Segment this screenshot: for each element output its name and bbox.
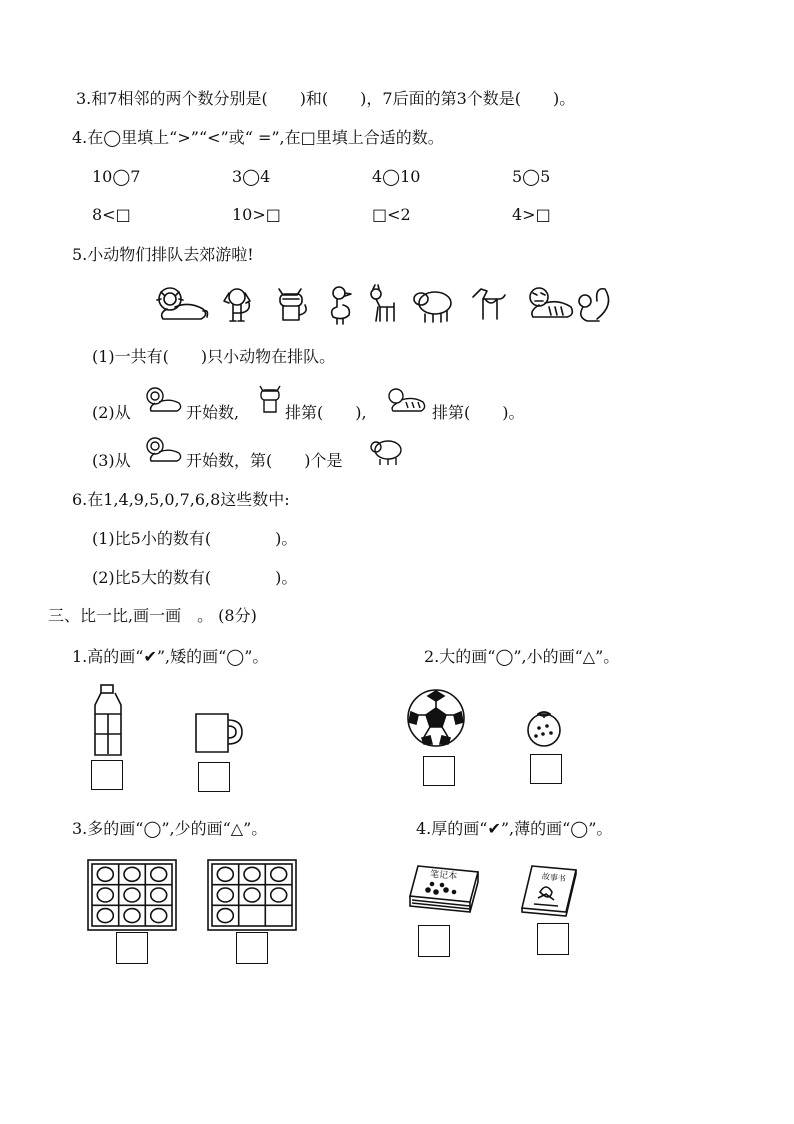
book-title-storybook: 故事书 [541, 871, 567, 884]
q4-cell: 10◯7 [92, 167, 141, 186]
s3-item3: 3.多的画“◯”,少的画“△”。 [72, 819, 268, 838]
q4-cell: 4◯10 [372, 167, 421, 186]
answer-box-cup[interactable] [198, 762, 230, 792]
answer-box-tray-partial[interactable] [236, 932, 268, 964]
q5-part2-from: (2)从 [92, 403, 131, 422]
q5-part2-rank2: 排第( )。 [432, 403, 525, 422]
question-6-title: 6.在1,4,9,5,0,7,6,8这些数中: [72, 490, 290, 509]
q4-cell: 3◯4 [232, 167, 271, 186]
raccoon-icon [279, 289, 306, 320]
q4-cell: 8<□ [92, 205, 131, 224]
egg-tray-partial-icon [206, 858, 298, 932]
soccer-ball-icon [406, 688, 466, 748]
cup-icon [190, 710, 246, 756]
answer-box-notebook[interactable] [418, 925, 450, 957]
q4-cell: 10>□ [232, 205, 281, 224]
lion-icon [144, 436, 184, 466]
q5-part2-start: 开始数, [186, 403, 240, 422]
tiger-icon [386, 386, 430, 416]
q5-part2-rank1: 排第( ), [285, 403, 367, 422]
thin-storybook-icon [518, 864, 578, 918]
s3-item1: 1.高的画“✔”,矮的画“◯”。 [72, 647, 269, 666]
answer-box-orange[interactable] [530, 754, 562, 784]
s3-item2: 2.大的画“◯”,小的画“△”。 [424, 647, 620, 666]
question-3: 3.和7相邻的两个数分别是( )和( )，7后面的第3个数是( )。 [76, 89, 576, 108]
sheep-icon [370, 438, 404, 466]
thick-notebook-icon [406, 862, 482, 918]
sheep-icon [414, 292, 451, 322]
answer-box-ball[interactable] [423, 756, 455, 786]
lion-icon [157, 288, 208, 319]
q4-cell: 5◯5 [512, 167, 551, 186]
answer-box-bottle[interactable] [91, 760, 123, 790]
deer-icon [371, 285, 394, 321]
egg-tray-full-icon [86, 858, 178, 932]
q4-cell: □<2 [372, 205, 411, 224]
duck-icon [332, 287, 351, 324]
book-title-notebook: 笔记本 [429, 869, 458, 882]
q5-part3-text: 开始数，第( )个是 [186, 451, 343, 470]
horse-icon [473, 289, 505, 319]
tiger-icon [530, 288, 572, 317]
q5-part3-from: (3)从 [92, 451, 131, 470]
answer-box-tray-full[interactable] [116, 932, 148, 964]
dog-icon [224, 289, 250, 321]
raccoon-icon [258, 383, 284, 415]
question-4-title: 4.在◯里填上“>”“<”或“ =”,在□里填上合适的数。 [72, 128, 444, 147]
s3-item4: 4.厚的画“✔”,薄的画“◯”。 [416, 819, 613, 838]
q6-part1: (1)比5小的数有( )。 [92, 529, 298, 548]
animal-row [155, 285, 615, 327]
orange-icon [522, 708, 566, 748]
q5-part1: (1)一共有( )只小动物在排队。 [92, 347, 336, 366]
question-5-title: 5.小动物们排队去郊游啦! [72, 245, 254, 264]
q6-part2: (2)比5大的数有( )。 [92, 568, 298, 587]
bottle-icon [88, 684, 128, 760]
q4-cell: 4>□ [512, 205, 551, 224]
answer-box-storybook[interactable] [537, 923, 569, 955]
squirrel-icon [579, 289, 609, 321]
section-3-heading: 三、比一比,画一画 。 (8分) [48, 606, 257, 625]
lion-icon [144, 386, 184, 416]
